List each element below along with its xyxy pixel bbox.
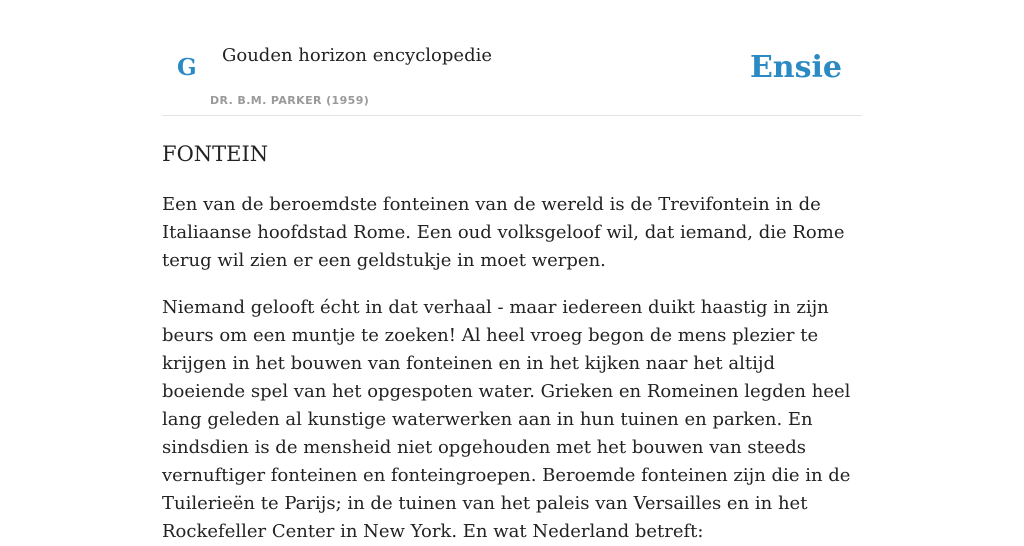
ensie-logo[interactable]: Ensie <box>749 50 842 85</box>
page-header <box>162 0 862 116</box>
entry-paragraph: Een van de beroemdste fonteinen van de wereld is de Trevifontein in de Italiaanse hoofdstad Rome. Een oud volksgeloof wil, dat iemand, die Rome terug wil zien er een geldstukje in moet werpen. <box>162 194 845 271</box>
book-title[interactable]: Gouden horizon encyclopedie <box>222 45 492 66</box>
book-logo[interactable]: G <box>177 54 197 81</box>
book-author: DR. B.M. PARKER (1959) <box>210 94 370 107</box>
entry-paragraph: Niemand gelooft écht in dat verhaal - maar iedereen duikt haastig in zijn beurs om een muntje te zoeken! Al heel vroeg begon de mens plezier te krijgen in het bouwen van fonteinen en in het kijken naar het altijd boeiende spel van het opgespoten water. Grieken en Romeinen legden heel lang geleden al kunstige waterwerken aan in hun tuinen en parken. En sindsdien is de mensheid niet opgehouden met het bouwen van steeds vernuftiger fonteinen en fonteingroepen. Beroemde fonteinen zijn die in de Tuilerieën te Parijs; in de tuinen van het paleis van Versailles en in het Rockefeller Center in New York. En wat Nederland betreft: <box>162 297 851 542</box>
page <box>162 0 862 546</box>
entry-title: FONTEIN <box>162 142 269 166</box>
